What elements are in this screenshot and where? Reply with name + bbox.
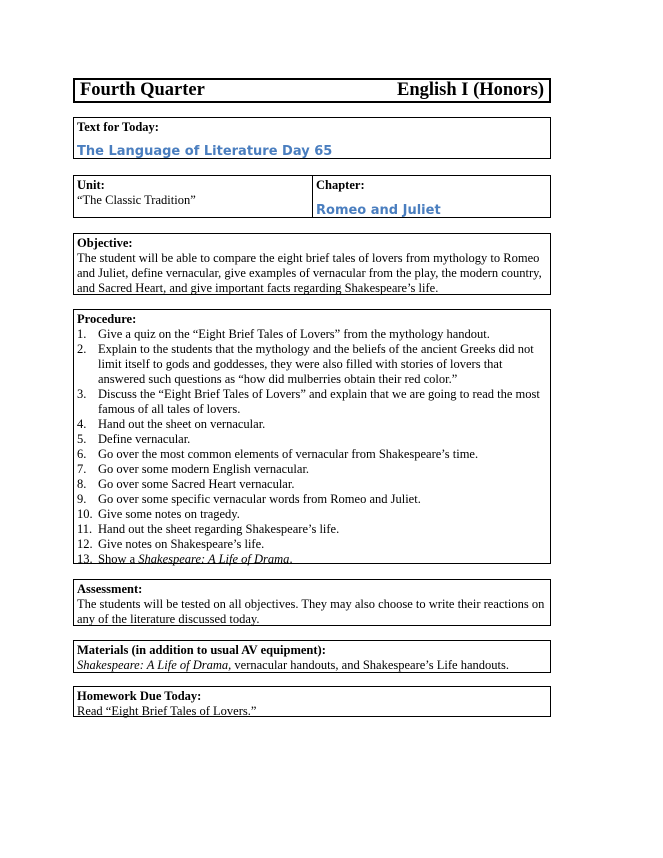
assessment-label: Assessment: <box>77 582 143 596</box>
procedure-item-text: Hand out the sheet regarding Shakespeare’s life. <box>98 522 340 536</box>
procedure-item <box>77 387 547 417</box>
chapter-cell <box>313 176 550 217</box>
procedure-item <box>77 477 547 492</box>
unit-cell <box>74 176 313 217</box>
materials-text: vernacular handouts, and Shakespeare’s Life handouts. <box>231 658 509 672</box>
chapter-label: Chapter: <box>316 178 365 192</box>
text-for-today-value: The Language of Literature Day 65 <box>77 144 333 159</box>
procedure-item-text: Go over some specific vernacular words from Romeo and Juliet. <box>98 492 421 506</box>
procedure-item-text: Explain to the students that the mythology and the beliefs of the ancient Greeks did not limit itself to gods and goddesses, they were also filled with stories of lovers that answered such questions as “how did mulberries obtain their red color.” <box>98 342 534 386</box>
procedure-item-number: 1. <box>77 327 87 341</box>
text-for-today-label: Text for Today: <box>77 120 159 134</box>
procedure-item-text: Give a quiz on the “Eight Brief Tales of Lovers” from the mythology handout. <box>98 327 490 341</box>
assessment-box <box>73 579 551 626</box>
procedure-label: Procedure: <box>77 312 137 326</box>
procedure-item-number: 12. <box>77 537 93 551</box>
procedure-item <box>77 507 547 522</box>
procedure-item-text: Hand out the sheet on vernacular. <box>98 417 266 431</box>
procedure-item-text-suffix: . <box>289 552 293 566</box>
course-title: English I (Honors) <box>396 80 544 100</box>
procedure-item-number: 8. <box>77 477 87 491</box>
materials-box <box>73 640 551 673</box>
procedure-item <box>77 432 547 447</box>
procedure-item-number: 10. <box>77 507 93 521</box>
procedure-item-text: Give some notes on tragedy. <box>98 507 240 521</box>
procedure-item-text: Give notes on Shakespeare’s life. <box>98 537 265 551</box>
homework-label: Homework Due Today: <box>77 689 202 703</box>
procedure-item-number: 4. <box>77 417 87 431</box>
procedure-item-number: 9. <box>77 492 87 506</box>
materials-text-line <box>77 658 547 673</box>
quarter-title: Fourth Quarter <box>80 80 205 100</box>
procedure-item-number: 5. <box>77 432 87 446</box>
procedure-item-text: Discuss the “Eight Brief Tales of Lovers” and explain that we are going to read the most famous of all tales of lovers. <box>98 387 540 416</box>
unit-value: “The Classic Tradition” <box>77 193 196 207</box>
unit-label: Unit: <box>77 178 105 192</box>
procedure-item-number: 11. <box>77 522 93 536</box>
procedure-item-number: 3. <box>77 387 87 401</box>
header-box <box>73 78 551 103</box>
procedure-item <box>77 492 547 507</box>
procedure-list <box>77 327 547 567</box>
homework-box <box>73 686 551 717</box>
procedure-box <box>73 309 551 564</box>
procedure-item-text: Define vernacular. <box>98 432 191 446</box>
procedure-item-number: 7. <box>77 462 87 476</box>
procedure-item-number: 13. <box>77 552 93 566</box>
procedure-item-text-prefix: Show a <box>98 552 139 566</box>
procedure-item-text: Go over some modern English vernacular. <box>98 462 310 476</box>
procedure-item <box>77 537 547 552</box>
procedure-item-number: 2. <box>77 342 87 356</box>
materials-title: Shakespeare: A Life of Drama, <box>77 658 232 672</box>
unit-chapter-box <box>73 175 551 218</box>
text-for-today-box <box>73 117 551 159</box>
objective-label: Objective: <box>77 236 133 250</box>
procedure-item <box>77 342 547 387</box>
procedure-item-number: 6. <box>77 447 87 461</box>
objective-text: The student will be able to compare the eight brief tales of lovers from mythology to Romeo and Juliet, define vernacular, give examples of vernacular from the play, the modern country, and Sacred Heart, and give important facts regarding Shakespeare’s life. <box>77 251 542 295</box>
procedure-item-text: Go over the most common elements of vernacular from Shakespeare’s time. <box>98 447 479 461</box>
procedure-item <box>77 417 547 432</box>
homework-text: Read “Eight Brief Tales of Lovers.” <box>77 704 257 718</box>
procedure-item-title: Shakespeare: A Life of Drama <box>138 552 290 566</box>
chapter-value: Romeo and Juliet <box>316 203 441 218</box>
procedure-item-text: Go over some Sacred Heart vernacular. <box>98 477 295 491</box>
procedure-item <box>77 447 547 462</box>
assessment-text: The students will be tested on all objectives. They may also choose to write their reactions on any of the literature discussed today. <box>77 597 545 626</box>
procedure-item <box>77 522 547 537</box>
objective-box <box>73 233 551 295</box>
procedure-item <box>77 552 547 567</box>
procedure-item <box>77 462 547 477</box>
materials-label: Materials (in addition to usual AV equipment): <box>77 643 326 657</box>
procedure-item <box>77 327 547 342</box>
